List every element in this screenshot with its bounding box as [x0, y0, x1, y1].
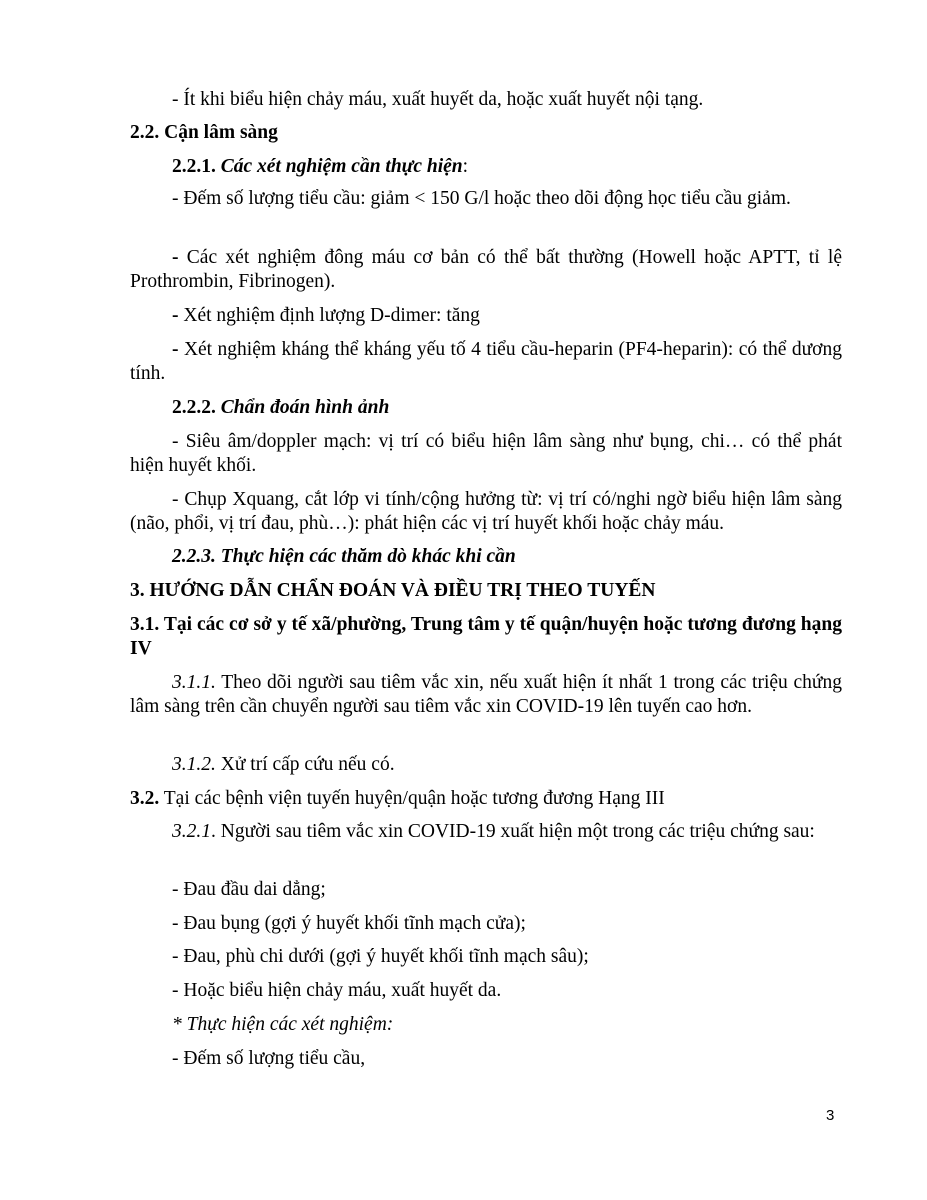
- heading-2-2-3: 2.2.3. Thực hiện các thăm dò khác khi cần: [172, 546, 516, 567]
- heading-title: Các xét nghiệm cần thực hiện: [220, 156, 463, 177]
- paragraph-text: Các xét nghiệm đông máu cơ bản có thể bất thường (Howell hoặc APTT, tỉ lệ Prothrombin, Fibrinogen).: [130, 247, 842, 292]
- paragraph-text: Xử trí cấp cứu nếu có.: [215, 754, 395, 775]
- paragraph-text: Xét nghiệm định lượng D-dimer: tăng: [178, 305, 480, 326]
- paragraph-text: . Người sau tiêm vắc xin COVID-19 xuất hiện một trong các triệu chứng sau:: [211, 821, 815, 842]
- item-number: 3.1.2.: [172, 754, 216, 775]
- item-number: 3.2.1: [172, 821, 211, 842]
- heading-colon: :: [462, 156, 469, 177]
- paragraph-bleeding-rare: - Ít khi biểu hiện chảy máu, xuất huyết da, hoặc xuất huyết nội tạng.: [172, 89, 704, 110]
- list-item-leg-swelling: - Đau, phù chi dưới (gợi ý huyết khối tĩnh mạch sâu);: [172, 946, 589, 967]
- heading-3: 3. HƯỚNG DẪN CHẨN ĐOÁN VÀ ĐIỀU TRỊ THEO TUYẾN: [130, 580, 656, 601]
- paragraph-d-dimer: [130, 304, 842, 328]
- heading-3-2: [130, 787, 842, 811]
- list-item-abdominal-pain: - Đau bụng (gợi ý huyết khối tĩnh mạch cửa);: [172, 913, 526, 934]
- heading-number: 3.2.: [130, 788, 160, 809]
- heading-3-1: 3.1. Tại các cơ sở y tế xã/phường, Trung tâm y tế quận/huyện hoặc tương đương hạng IV: [130, 614, 842, 659]
- heading-title: Chẩn đoán hình ảnh: [220, 397, 390, 418]
- paragraph-platelet-count: - Đếm số lượng tiểu cầu: giảm < 150 G/l hoặc theo dõi động học tiểu cầu giảm.: [172, 188, 791, 209]
- paragraph-coagulation-tests: [130, 246, 842, 294]
- list-item-headache: - Đau đầu dai dẳng;: [172, 879, 326, 900]
- page-number: 3: [826, 1107, 835, 1124]
- paragraph-3-2-1: [130, 820, 842, 844]
- heading-2-2-1: [130, 155, 842, 179]
- heading-number: 2.2.1.: [172, 156, 216, 177]
- heading-2-2-2: [130, 396, 842, 420]
- item-number: 3.1.1.: [172, 672, 216, 693]
- list-item-platelet-count: - Đếm số lượng tiểu cầu,: [172, 1048, 366, 1069]
- heading-number: 2.2.2.: [172, 397, 216, 418]
- paragraph-text: Xét nghiệm kháng thể kháng yếu tố 4 tiểu cầu-heparin (PF4-heparin): có thể dương tính.: [130, 339, 842, 384]
- paragraph-imaging: - Chụp Xquang, cắt lớp vi tính/cộng hưởng từ: vị trí có/nghi ngờ biểu hiện lâm sàng (não, phổi, vị trí đau, phù…): phát hiện các vị trí huyết khối hoặc chảy máu.: [130, 489, 842, 534]
- subheading-tests: * Thực hiện các xét nghiệm:: [172, 1014, 394, 1035]
- heading-title: Tại các bệnh viện tuyến huyện/quận hoặc tương đương Hạng III: [159, 788, 665, 809]
- paragraph-pf4-heparin: [130, 338, 842, 386]
- heading-2-2: 2.2. Cận lâm sàng: [130, 122, 278, 143]
- paragraph-text: Theo dõi người sau tiêm vắc xin, nếu xuất hiện ít nhất 1 trong các triệu chứng lâm sàng trên cần chuyển người sau tiêm vắc xin COVID-19 lên tuyến cao hơn.: [130, 672, 842, 717]
- paragraph-3-1-2: [130, 753, 842, 777]
- dash-marker: -: [172, 305, 179, 326]
- list-item-bleeding: - Hoặc biểu hiện chảy máu, xuất huyết da.: [172, 980, 502, 1001]
- dash-marker: -: [172, 339, 179, 360]
- dash-marker: -: [172, 247, 179, 268]
- paragraph-doppler: - Siêu âm/doppler mạch: vị trí có biểu hiện lâm sàng như bụng, chi… có thể phát hiện huyết khối.: [130, 431, 842, 476]
- paragraph-3-1-1: [130, 671, 842, 719]
